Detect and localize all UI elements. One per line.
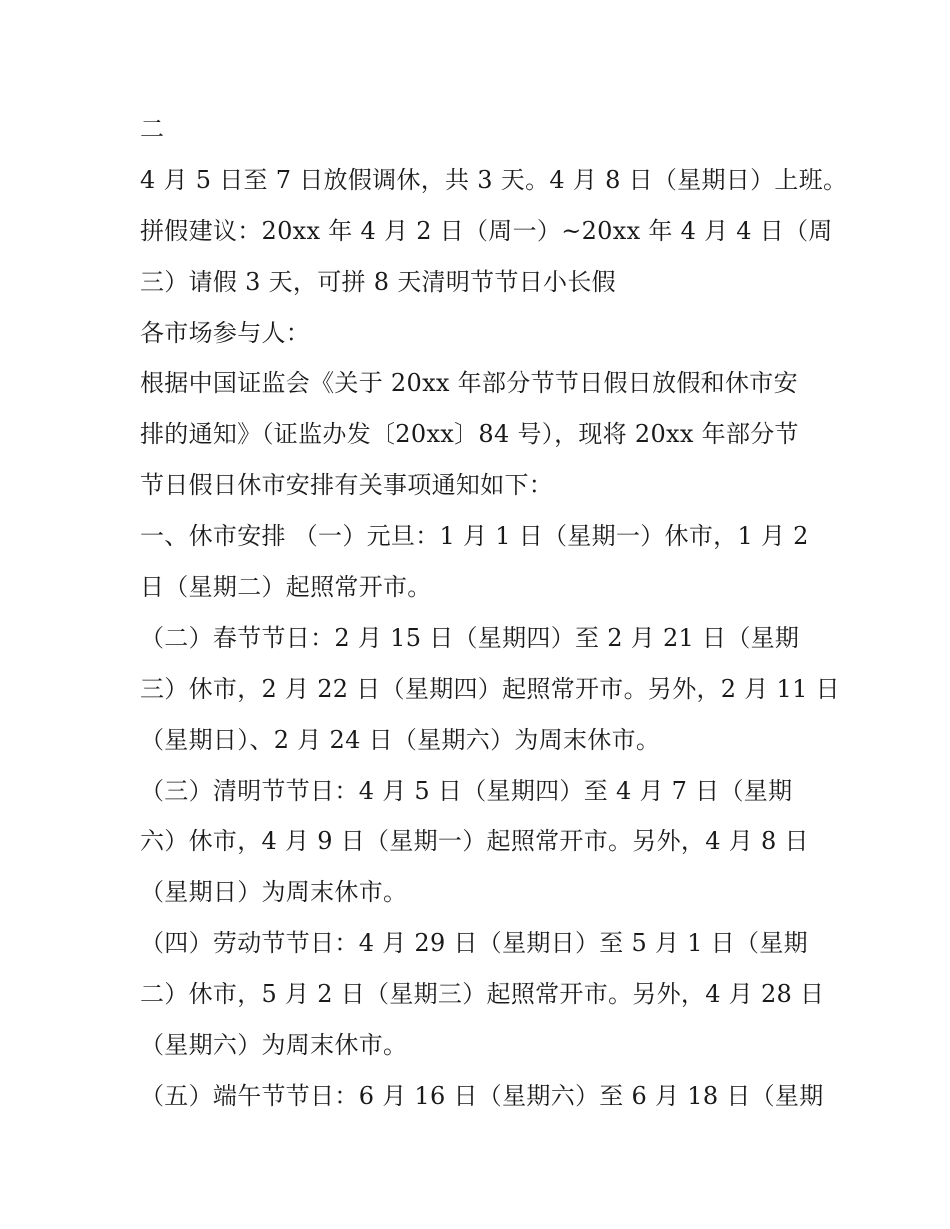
text-line: 三）休市，2 月 22 日（星期四）起照常开市。另外，2 月 11 日 [140,674,840,703]
text-line: 排的通知》（证监办发〔20xx〕84 号），现将 20xx 年部分节 [140,420,799,449]
text-line: （星期日）为周末休市。 [140,878,408,907]
text-line: （五）端午节节日：6 月 16 日（星期六）至 6 月 18 日（星期 [140,1081,824,1110]
text-line: 拼假建议：20xx 年 4 月 2 日（周一）~20xx 年 4 月 4 日（周 [140,216,833,245]
text-line: 各市场参与人： [140,318,311,347]
text-line: （星期日）、2 月 24 日（星期六）为周末休市。 [140,725,661,754]
text-line: （三）清明节节日：4 月 5 日（星期四）至 4 月 7 日（星期 [140,776,793,805]
text-line: （二）春节节日：2 月 15 日（星期四）至 2 月 21 日（星期 [140,623,800,652]
text-line: 三）请假 3 天，可拼 8 天清明节节日小长假 [140,267,616,296]
text-line: 4 月 5 日至 7 日放假调休，共 3 天。4 月 8 日（星期日）上班。 [140,165,848,194]
text-line: 一、休市安排 （一）元旦：1 月 1 日（星期一）休市，1 月 2 [140,522,809,551]
text-line: 根据中国证监会《关于 20xx 年部分节节日假日放假和休市安 [140,369,798,398]
text-line: 二 [140,115,165,143]
text-line: 节日假日休市安排有关事项通知如下： [140,471,554,500]
text-line: 二）休市，5 月 2 日（星期三）起照常开市。另外，4 月 28 日 [140,980,825,1009]
text-line: 六）休市，4 月 9 日（星期一）起照常开市。另外，4 月 8 日 [140,827,809,856]
text-line: （四）劳动节节日：4 月 29 日（星期日）至 5 月 1 日（星期 [140,929,808,958]
document-body [140,104,848,1122]
text-line: 日（星期二）起照常开市。 [140,573,432,602]
text-line: （星期六）为周末休市。 [140,1031,408,1060]
